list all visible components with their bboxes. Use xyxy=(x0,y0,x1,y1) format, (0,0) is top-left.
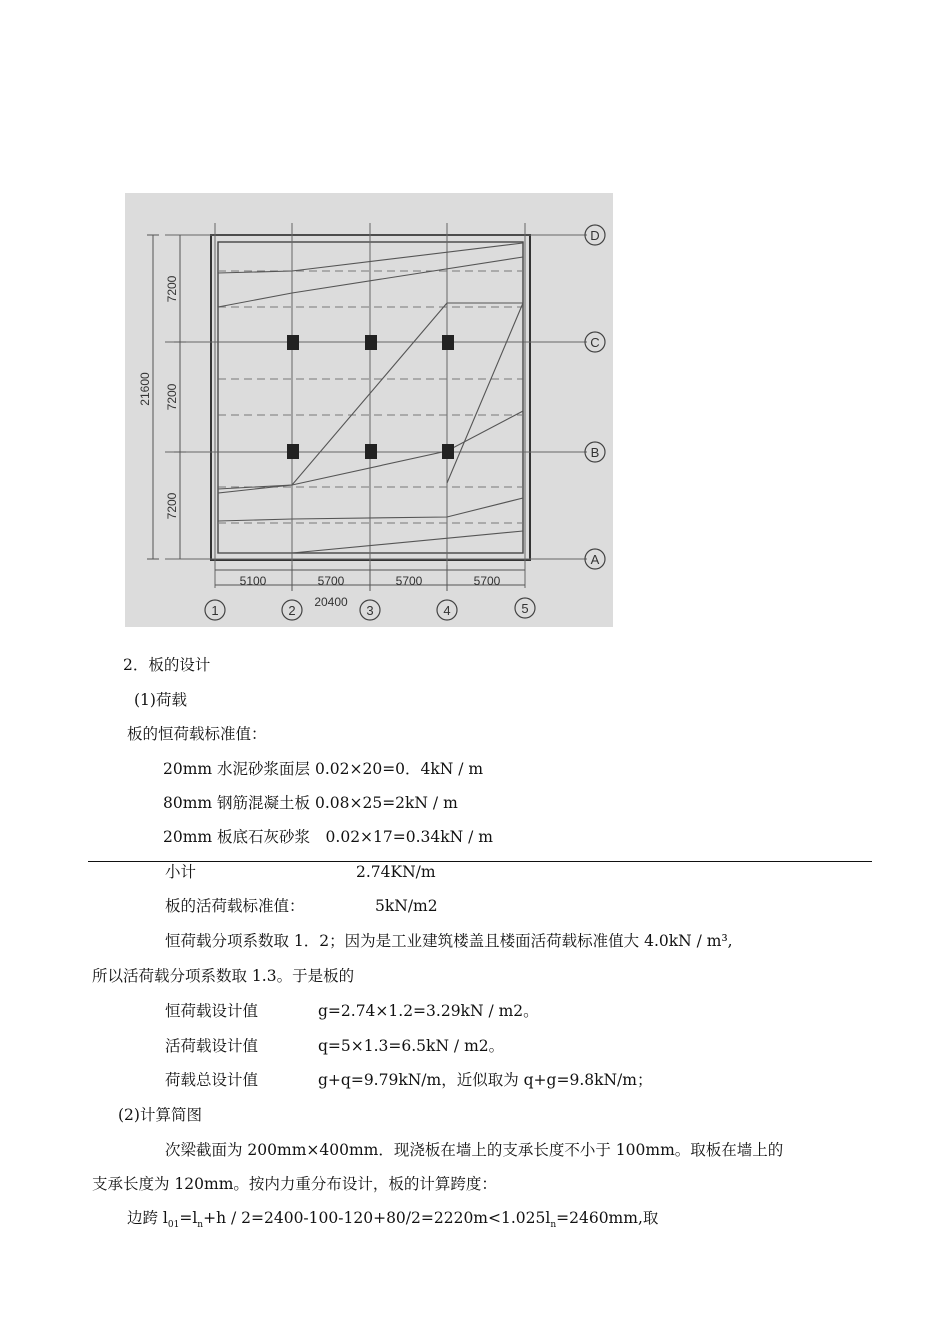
design-value-dead: g=2.74×1.2=3.29kN / m2。 xyxy=(318,1002,539,1020)
span-mid: =l xyxy=(179,1209,198,1227)
axis-label-1: 1 xyxy=(211,603,219,618)
bay-height-2: 7200 xyxy=(165,383,179,411)
grid-vertical-lines xyxy=(215,223,525,588)
axis-label-2: 2 xyxy=(288,603,296,618)
grid-horizontal-lines xyxy=(165,235,587,559)
total-height: 21600 xyxy=(138,372,152,406)
span-formula xyxy=(127,1208,658,1235)
floor-plan-drawing xyxy=(125,193,613,627)
span-sub-n2: n xyxy=(550,1220,557,1231)
design-value-live: q=5×1.3=6.5kN / m2。 xyxy=(318,1037,505,1055)
axis-label-b: B xyxy=(590,445,600,460)
bay-width-2: 5700 xyxy=(317,574,345,588)
span-rest: +h / 2=2400-100-120+80/2=2220m<1.025l xyxy=(203,1209,551,1227)
dead-load-item: 20mm 水泥砂浆面层 0.02×20=0．4kN / m xyxy=(163,760,484,778)
live-load-label: 板的活荷载标准值： xyxy=(165,897,305,915)
dead-load-item: 20mm 板底石灰砂浆 0.02×17=0.34kN / m xyxy=(163,828,493,846)
section-heading: 2．板的设计 xyxy=(123,656,211,674)
span-prefix: 边跨 l xyxy=(127,1209,168,1227)
paragraph-line2: 支承长度为 120mm。按内力重分布设计，板的计算跨度： xyxy=(92,1175,497,1193)
axis-label-a: A xyxy=(590,552,600,567)
span-end: =2460mm,取 xyxy=(556,1209,659,1227)
subtotal-rule xyxy=(88,861,872,862)
axis-label-c: C xyxy=(590,335,600,350)
design-value-total: g+q=9.79kN/m，近似取为 q+g=9.8kN/m； xyxy=(318,1071,653,1089)
subtotal-label: 小计 xyxy=(165,863,197,881)
bay-width-3: 5700 xyxy=(395,574,423,588)
axis-label-4: 4 xyxy=(443,603,451,618)
factor-text-line1: 恒荷载分项系数取 1．2；因为是工业建筑楼盖且楼面活荷载标准值大 4.0kN / m³, xyxy=(165,932,733,950)
subsection-load: (1)荷载 xyxy=(134,691,187,709)
design-label-live: 活荷载设计值 xyxy=(165,1037,259,1055)
design-label-dead: 恒荷载设计值 xyxy=(165,1002,259,1020)
floor-plan-figure xyxy=(125,193,613,627)
bay-height-1: 7200 xyxy=(165,275,179,303)
bay-height-3: 7200 xyxy=(165,492,179,520)
factor-text-line2: 所以活荷载分项系数取 1.3。于是板的 xyxy=(92,967,355,985)
dead-load-item: 80mm 钢筋混凝土板 0.08×25=2kN / m xyxy=(163,794,458,812)
subsection-diagram: (2)计算简图 xyxy=(118,1106,202,1124)
span-sub-01: 01 xyxy=(167,1220,180,1231)
paragraph-line1: 次梁截面为 200mm×400mm．现浇板在墙上的支承长度不小于 100mm。取板在墙上的 xyxy=(165,1141,784,1159)
live-load-value: 5kN/m2 xyxy=(375,897,438,915)
total-width: 20400 xyxy=(314,595,348,609)
subtotal-value: 2.74KN/m xyxy=(356,863,436,881)
axis-label-5: 5 xyxy=(521,601,529,616)
axis-label-d: D xyxy=(590,228,600,243)
design-label-total: 荷载总设计值 xyxy=(165,1071,259,1089)
span-sub-n: n xyxy=(197,1220,204,1231)
axis-label-3: 3 xyxy=(366,603,374,618)
bay-width-1: 5100 xyxy=(239,574,267,588)
bay-width-4: 5700 xyxy=(473,574,501,588)
dead-load-title: 板的恒荷载标准值： xyxy=(127,725,267,743)
